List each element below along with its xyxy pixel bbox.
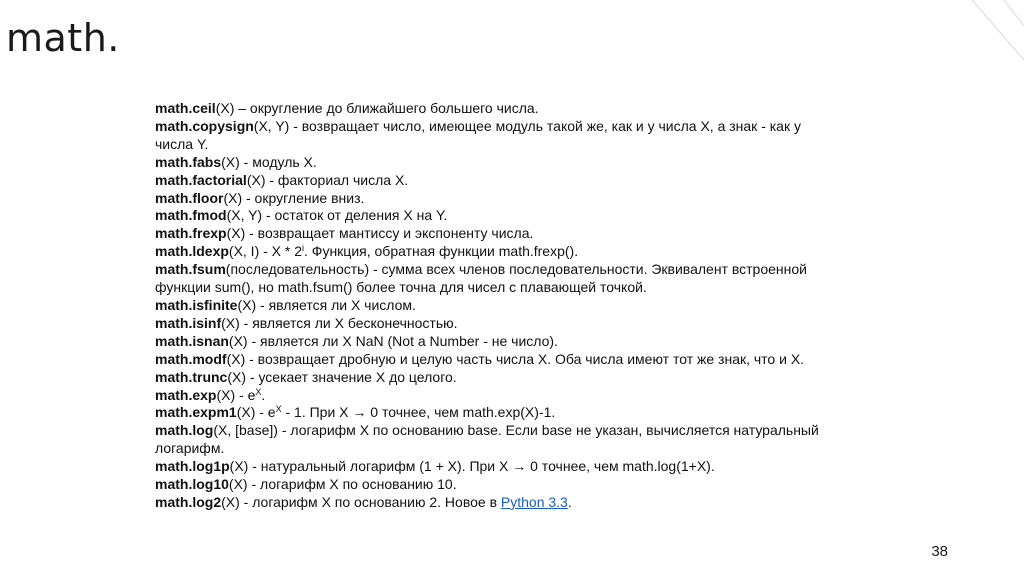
function-description: (X) - возвращает дробную и целую часть числа X. Оба числа имеют тот же знак, что и X. — [226, 350, 805, 367]
function-description: (X, [base]) - логарифм X по основанию base. Если base не указан, вычисляется натуральный — [213, 422, 819, 439]
list-item-exp — [155, 387, 875, 405]
list-item-ceil — [155, 100, 875, 118]
python-3-3-link[interactable]: Python 3.3 — [500, 493, 568, 510]
function-description: (X) - усекает значение X до целого. — [227, 368, 457, 385]
function-name: math.log1p — [155, 458, 230, 475]
list-item-fsum-continued — [155, 279, 875, 297]
list-item-isnan — [155, 333, 875, 351]
function-description: (X) - факториал числа X. — [246, 171, 409, 188]
function-name: math.factorial — [155, 171, 247, 188]
function-name: math.ceil — [155, 100, 216, 116]
function-name: math.log — [155, 422, 214, 439]
function-description: (последовательность) - сумма всех членов последовательности. Эквивалент встроенной — [225, 261, 807, 278]
list-item-log — [155, 422, 875, 440]
page-number: 38 — [931, 543, 948, 560]
function-name: math.trunc — [155, 368, 228, 385]
function-name: math.frexp — [155, 225, 227, 242]
function-name: math.fsum — [155, 261, 226, 278]
function-description: (X, Y) - возвращает число, имеющее модуль такой же, как и у числа X, а знак - как у — [253, 117, 801, 134]
function-description-tail: . — [261, 386, 266, 403]
function-name: math.copysign — [155, 117, 254, 134]
list-item-factorial — [155, 172, 875, 190]
function-description: (X) - логарифм X по основанию 10. — [228, 476, 457, 493]
function-description: (X) - натуральный логарифм (1 + X). При X → 0 точнее, чем math.log(1+X). — [229, 458, 715, 475]
superscript: X — [275, 404, 282, 415]
list-item-frexp — [155, 225, 875, 243]
list-item-log-continued — [155, 440, 875, 458]
function-name: math.log2 — [155, 493, 222, 510]
list-item-fmod — [155, 207, 875, 225]
function-description: функции sum(), но math.fsum() более точна для чисел с плавающей точкой. — [155, 279, 647, 296]
function-description-tail: . — [567, 493, 572, 510]
function-name: math.fmod — [155, 207, 227, 224]
function-description: (X) - модуль X. — [221, 153, 317, 170]
list-item-isinf — [155, 315, 875, 333]
list-item-log2 — [155, 494, 875, 512]
corner-lines-icon — [954, 0, 1024, 80]
list-item-copysign — [155, 118, 875, 136]
list-item-log1p — [155, 458, 875, 476]
function-description-tail: . Функция, обратная функции math.frexp(). — [304, 243, 579, 260]
list-item-fabs — [155, 154, 875, 172]
function-name: math.expm1 — [155, 404, 237, 421]
function-description: (X) - логарифм X по основанию 2. Новое в — [221, 493, 501, 510]
function-name: math.ldexp — [155, 243, 229, 260]
function-name: math.modf — [155, 350, 227, 367]
function-name: math.floor — [155, 189, 224, 206]
function-description: (X) - e — [236, 404, 276, 421]
function-description: числа Y. — [155, 135, 209, 152]
function-description: (X, Y) - остаток от деления X на Y. — [226, 207, 448, 224]
superscript: X — [255, 386, 262, 397]
list-item-log10 — [155, 476, 875, 494]
function-description: (X) - возвращает мантиссу и экспоненту числа. — [226, 225, 534, 242]
list-item-isfinite — [155, 297, 875, 315]
function-description: (X) - e — [216, 386, 256, 403]
list-item-ldexp — [155, 243, 875, 261]
list-item-modf — [155, 351, 875, 369]
function-name: math.exp — [155, 386, 217, 403]
function-name: math.isnan — [155, 332, 229, 349]
list-item-trunc — [155, 369, 875, 387]
function-description-tail: - 1. При X → 0 точнее, чем math.exp(X)-1. — [281, 404, 556, 421]
superscript: i — [302, 243, 305, 254]
list-item-fsum — [155, 261, 875, 279]
function-description: (X) - является ли X числом. — [237, 296, 416, 313]
function-list — [155, 100, 875, 512]
function-name: math.isfinite — [155, 296, 238, 313]
function-description: (X, I) - X * 2 — [228, 243, 303, 260]
function-description: (X) - является ли X NaN (Not a Number - не число). — [228, 332, 558, 349]
function-description: (X) – округление до ближайшего большего числа. — [215, 100, 539, 116]
list-item-expm1 — [155, 404, 875, 422]
list-item-copysign-continued — [155, 136, 875, 154]
function-description: (X) - округление вниз. — [223, 189, 365, 206]
function-name: math.isinf — [155, 314, 222, 331]
function-description: логарифм. — [155, 440, 225, 457]
function-description: (X) - является ли X бесконечностью. — [221, 314, 458, 331]
list-item-floor — [155, 190, 875, 208]
slide-title: math. — [6, 16, 120, 60]
function-name: math.log10 — [155, 476, 229, 493]
function-name: math.fabs — [155, 153, 222, 170]
